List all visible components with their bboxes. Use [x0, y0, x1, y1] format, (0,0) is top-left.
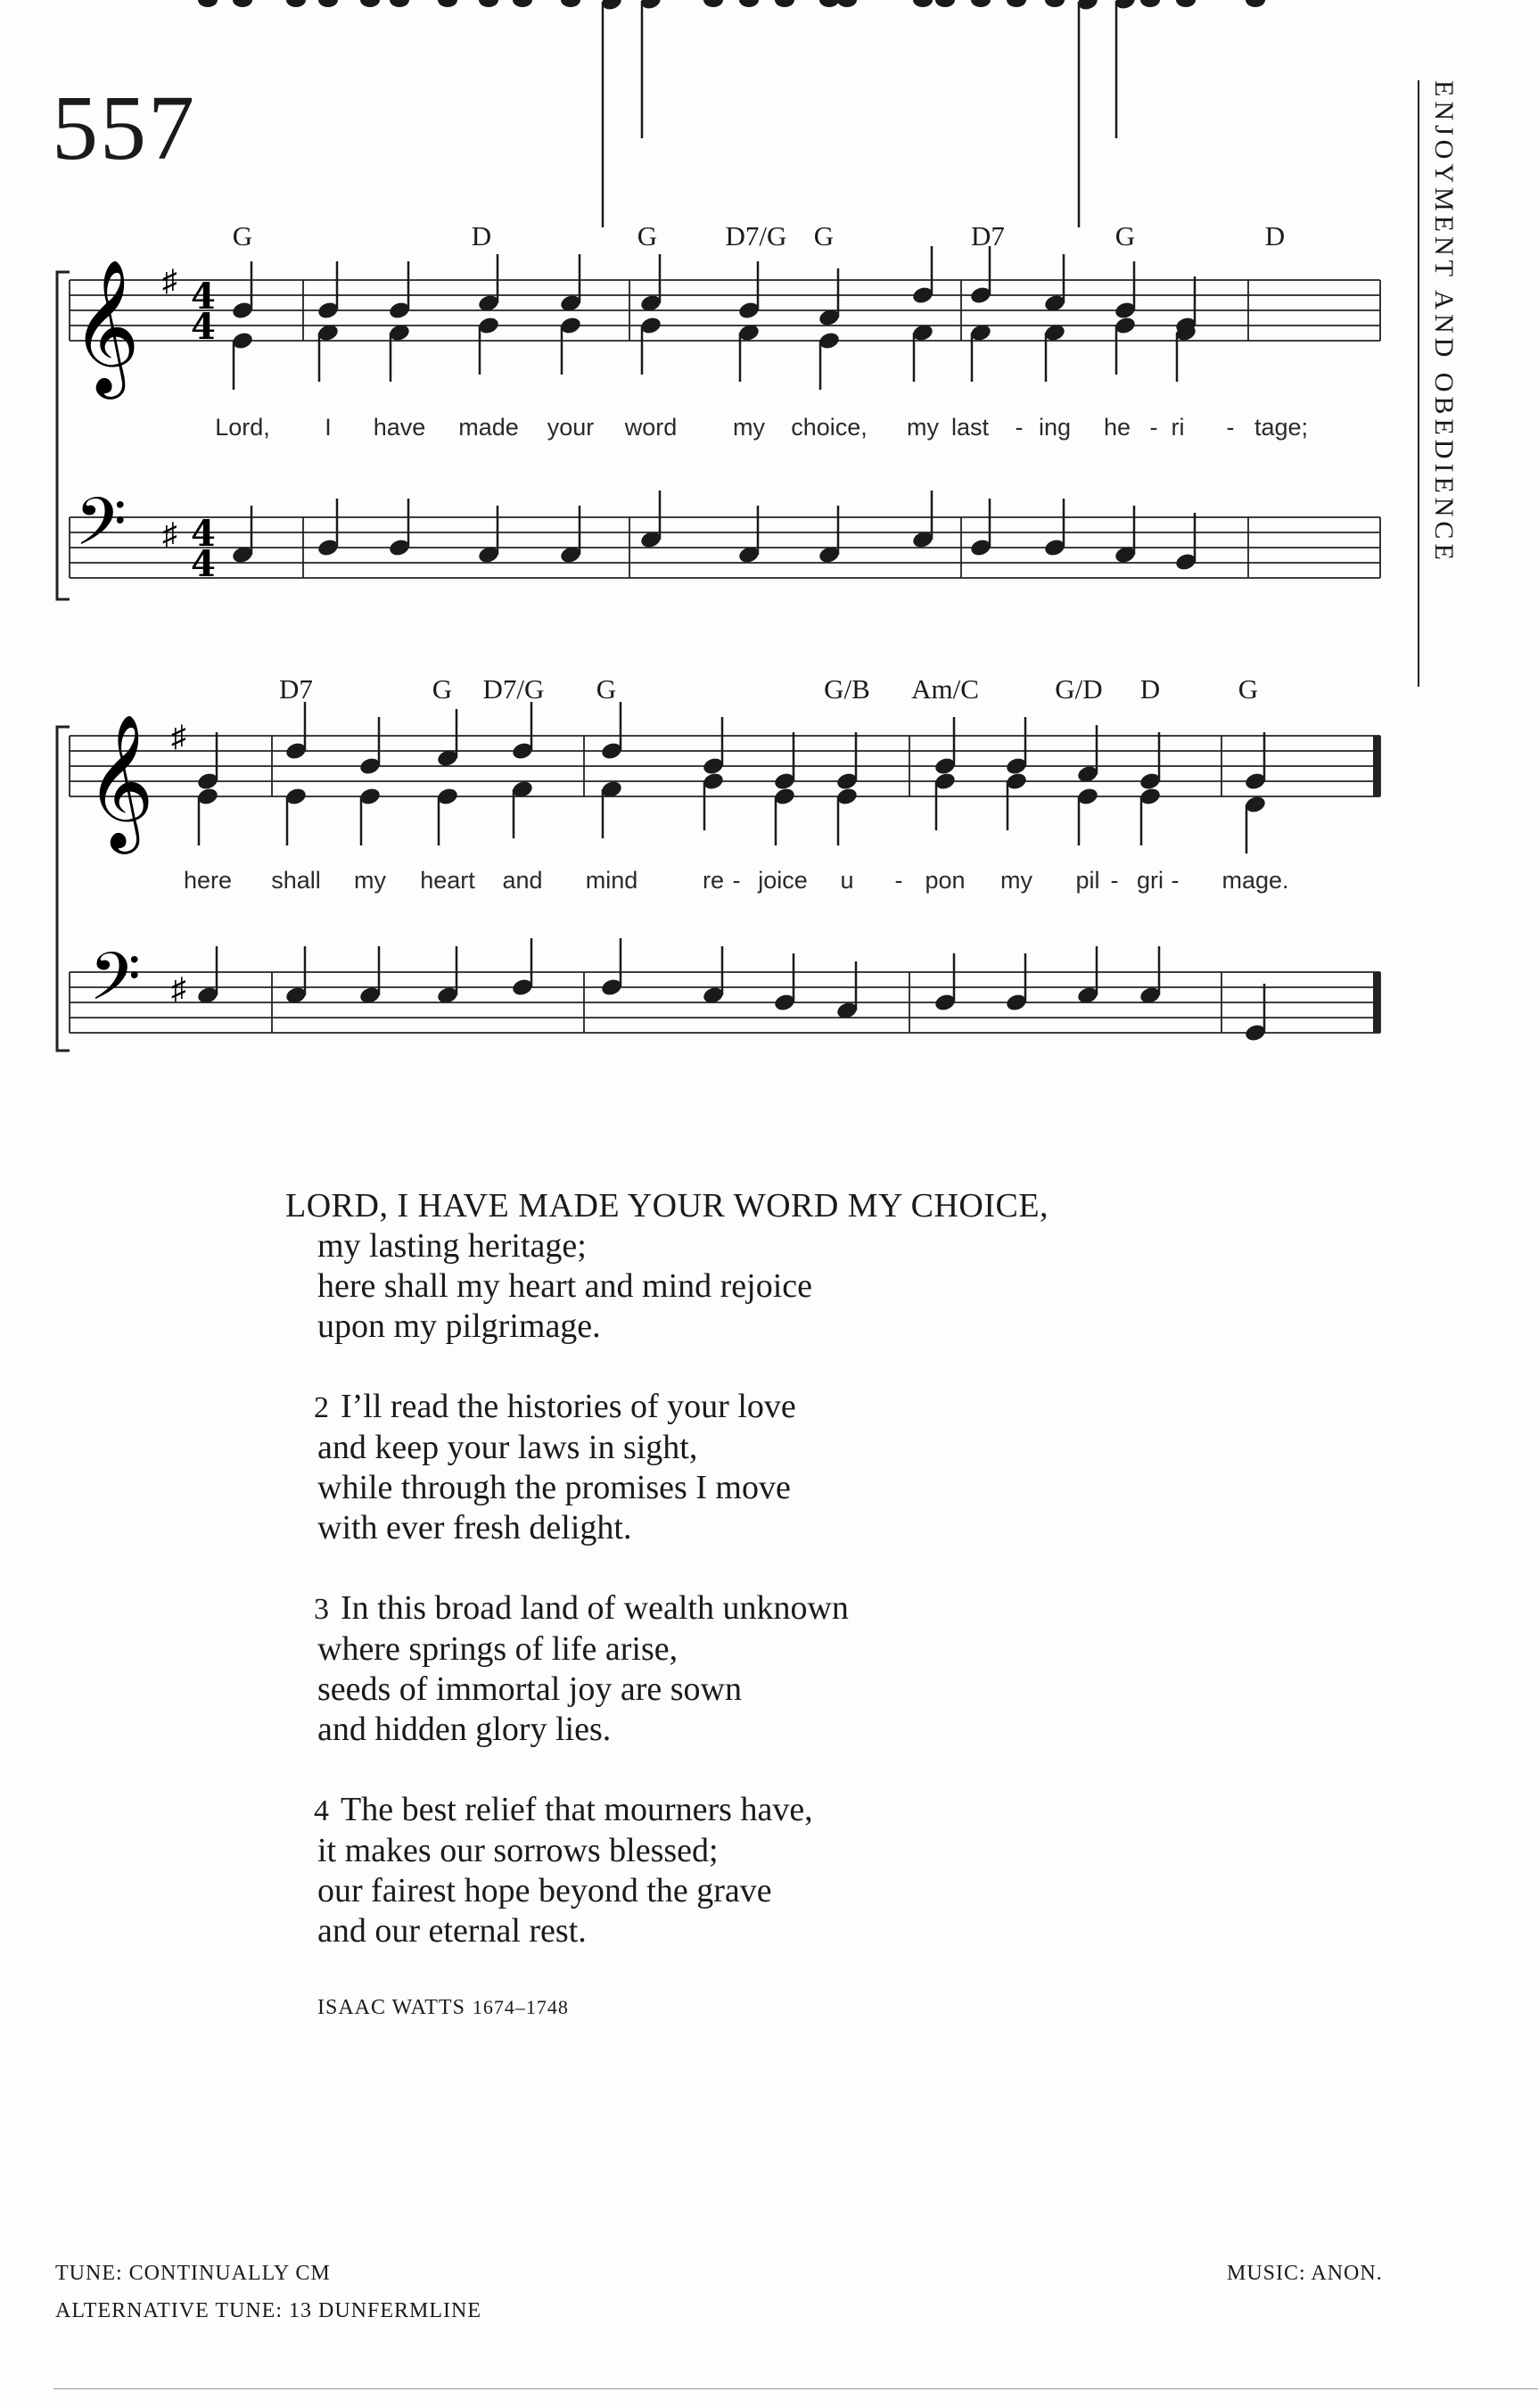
chord-symbol: Am/C [911, 673, 979, 705]
lyric-syllable: mage. [1221, 867, 1289, 894]
music-score [0, 0, 1538, 1115]
lyric-syllable: - [1015, 414, 1024, 441]
chord-symbol: G [813, 220, 835, 252]
text-line: In this broad land of wealth unknown [341, 1589, 849, 1627]
stanza-3 [285, 1588, 1177, 1750]
text-line: The best relief that mourners have, [341, 1791, 813, 1828]
chord-symbol: G [1238, 673, 1259, 705]
chord-symbol: G [596, 673, 617, 705]
lyric-syllable: my [354, 867, 386, 894]
stanza-4 [285, 1790, 1177, 1951]
text-line: and our eternal rest. [317, 1912, 587, 1950]
text-line: with ever fresh delight. [317, 1509, 632, 1546]
author-name: ISAAC WATTS [317, 1996, 465, 2019]
bottom-rule [53, 2388, 1538, 2389]
text-line: here shall my heart and mind rejoice [317, 1267, 813, 1305]
text-line: and hidden glory lies. [317, 1711, 612, 1748]
final-barline [1373, 972, 1380, 1033]
chord-symbol: D [1264, 220, 1286, 252]
treble-staff-2 [70, 721, 1380, 796]
chord-symbol: G [432, 673, 453, 705]
system-2 [57, 0, 1380, 1051]
stanza-2 [285, 1387, 1177, 1548]
sharp-icon: ♯ [162, 265, 177, 298]
lyric-syllable: - [894, 867, 903, 894]
bass-staff-1 [70, 513, 1380, 585]
time-signature: 4 [191, 276, 216, 317]
note-head [390, 0, 409, 7]
lyric-syllable: my [733, 414, 765, 441]
time-signature: 4 [191, 543, 216, 585]
lyric-syllable: shall [271, 867, 321, 894]
lyric-syllable: tage; [1254, 414, 1309, 441]
note-head [318, 0, 338, 7]
lyric-syllable: Lord, [215, 414, 270, 441]
lyric-syllable: re [702, 867, 725, 894]
lyric-syllable: and [502, 867, 543, 894]
note-head [935, 0, 955, 7]
time-signature: 4 [191, 306, 216, 348]
stanza-number: 4 [314, 1794, 329, 1827]
lyric-syllable: he [1103, 414, 1131, 441]
note-head [1176, 0, 1196, 7]
lyric-syllable: ing [1038, 414, 1072, 441]
chord-symbol: G/D [1055, 673, 1103, 705]
time-signature: 4 [191, 513, 216, 555]
section-title: ENJOYMENT AND OBEDIENCE [1429, 80, 1459, 565]
note-head [703, 0, 723, 7]
lyric-syllable: - [1226, 414, 1235, 441]
lyric-syllable: mind [585, 867, 638, 894]
chord-symbol: D [1139, 673, 1161, 705]
lyric-syllable: my [907, 414, 939, 441]
chord-symbols-2 [279, 673, 1258, 705]
note-head [1140, 0, 1160, 7]
hymn-number: 557 [52, 77, 196, 179]
lyric-syllable: your [547, 414, 595, 441]
stanza-number: 2 [314, 1391, 329, 1424]
lyric-syllable: choice, [791, 414, 868, 441]
alternative-tune: ALTERNATIVE TUNE: 13 DUNFERMLINE [55, 2299, 481, 2322]
text-line: our fairest hope beyond the grave [317, 1872, 772, 1909]
note-head [775, 0, 794, 7]
note-head [739, 0, 759, 7]
system-1 [57, 0, 1380, 599]
lyrics-2 [184, 867, 1289, 894]
lyric-syllable: word [624, 414, 678, 441]
treble-clef-icon: 𝄞 [71, 258, 140, 393]
text-line: where springs of life arise, [317, 1630, 679, 1668]
note-head [837, 0, 857, 7]
note-head [971, 0, 991, 7]
chord-symbol: G [1114, 220, 1136, 252]
chord-symbol: D7 [279, 673, 313, 705]
bass-clef-icon: 𝄢 [75, 483, 127, 577]
bass-clef-icon: 𝄢 [89, 938, 141, 1032]
note-head [1045, 0, 1065, 7]
notes-1 [231, 0, 1197, 572]
lyric-syllable: last [950, 414, 990, 441]
note-head [1007, 0, 1026, 7]
text-line: while through the promises I move [317, 1469, 791, 1506]
bass-staff-2 [70, 972, 1380, 1033]
hymn-text [285, 1186, 1177, 1992]
lyrics-1 [215, 414, 1308, 441]
lyric-syllable: - [732, 867, 741, 894]
lyric-syllable: joice [758, 867, 808, 894]
first-line: LORD, I HAVE MADE YOUR WORD MY CHOICE, [285, 1187, 1049, 1225]
treble-clef-icon: 𝄞 [86, 713, 154, 848]
sharp-icon: ♯ [171, 973, 186, 1006]
text-line: it makes our sorrows blessed; [317, 1832, 719, 1869]
note-head [198, 0, 218, 7]
note-head [819, 0, 839, 7]
author-credit [317, 1996, 569, 2020]
note-head [561, 0, 580, 7]
lyric-syllable: u [840, 867, 854, 894]
stanza-number: 3 [314, 1593, 329, 1626]
chord-symbol: D7/G [725, 220, 787, 252]
chord-symbol: G [232, 220, 253, 252]
text-line: I’ll read the histories of your love [341, 1388, 796, 1425]
author-dates: 1674–1748 [472, 1996, 569, 2018]
chord-symbol: D [471, 220, 492, 252]
chord-symbol: G [637, 220, 658, 252]
lyric-syllable: - [1171, 867, 1180, 894]
text-line: my lasting heritage; [317, 1227, 587, 1265]
note-head [513, 0, 532, 7]
note-head [1246, 0, 1265, 7]
lyric-syllable: I [325, 414, 332, 441]
chord-symbol: D7 [971, 220, 1005, 252]
chord-symbols-1 [233, 220, 1285, 252]
lyric-syllable: - [1149, 414, 1158, 441]
music-credit: MUSIC: ANON. [1227, 2262, 1383, 2285]
tune-name: TUNE: CONTINUALLY CM [55, 2262, 331, 2285]
text-line: upon my pilgrimage. [317, 1307, 601, 1345]
lyric-syllable: pil [1075, 867, 1100, 894]
lyric-syllable: ri [1171, 414, 1185, 441]
lyric-syllable: pon [925, 867, 966, 894]
note-head [438, 0, 457, 7]
note-head [479, 0, 498, 7]
lyric-syllable: my [1000, 867, 1032, 894]
chord-symbol: G/B [824, 673, 870, 705]
note-head [233, 0, 252, 7]
lyric-syllable: heart [420, 867, 475, 894]
lyric-syllable: made [458, 414, 519, 441]
stanza-1 [285, 1186, 1177, 1347]
lyric-syllable: have [373, 414, 426, 441]
lyric-syllable: here [183, 867, 233, 894]
final-barline [1373, 736, 1380, 796]
note-head [286, 0, 306, 7]
lyric-syllable: gri [1136, 867, 1164, 894]
sharp-icon: ♯ [162, 518, 177, 551]
sharp-icon: ♯ [171, 721, 186, 754]
note-head [913, 0, 933, 7]
text-line: and keep your laws in sight, [317, 1429, 698, 1466]
note-head [360, 0, 380, 7]
lyric-syllable: - [1110, 867, 1119, 894]
text-line: seeds of immortal joy are sown [317, 1670, 742, 1708]
chord-symbol: D7/G [482, 673, 545, 705]
